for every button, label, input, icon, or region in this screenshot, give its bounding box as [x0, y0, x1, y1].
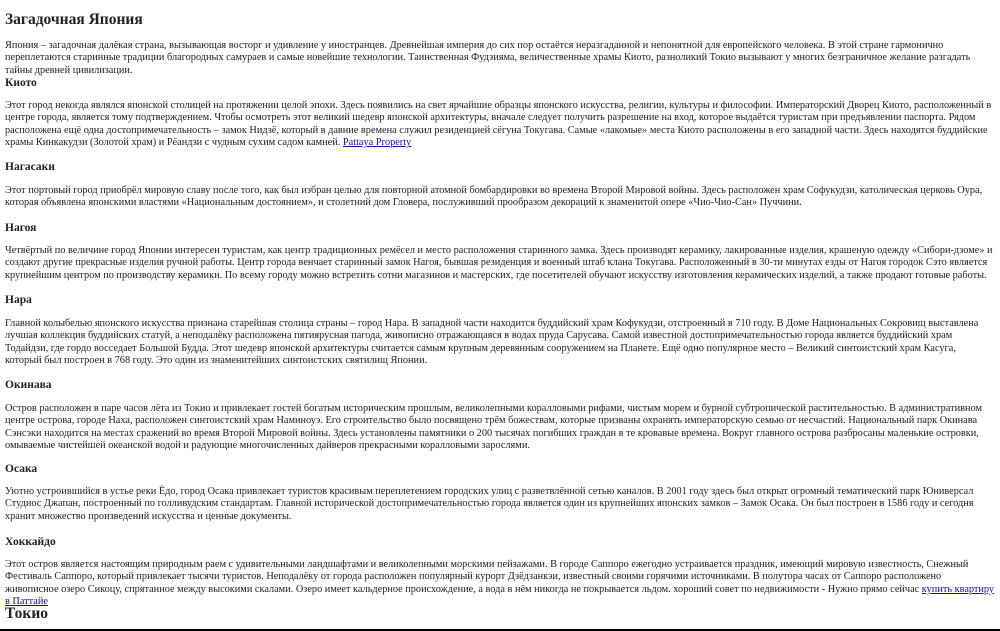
section-text-okinawa: Остров расположен в паре часов лёта из Токио и привлекает гостей богатым историческим прошлым, великолепными коралловыми рифами, чистым морем и бурной субтропической растительностью. В административном центре острова, городе Наха, расположен синтоистский храм Наминоуэ. Его строительство было посвящено трём божествам, которые призваны охранять императорскую семью от несчастий. Национальный парк Окинава Сэнсэки находится на местах сражений во время Второй Мировой войны. Здесь установлены памятники о 200 тысячах погибших граждан в те кровавые времена. Вокруг главного острова разбросаны маленькие островки, омываемые чистейшей океанской водой и радующие многочисленных дайверов прекрасными коралловыми зарослями.	[5, 403, 982, 452]
buy-apartment-pattaya-link[interactable]: купить квартиру в Паттайе	[5, 583, 995, 608]
section-heading-nara: Нара	[5, 294, 32, 306]
section-text-osaka: Уютно устроившийся в устье реки Ёдо, город Осака привлекает туристов красивым переплетением городских улиц с разветвлённой сетью каналов. В 2001 году здесь был открыт огромный тематический парк Юниверсал Студиос Джапан, построенный по голливудским стандартам. Главной исторической достопримечательностью города является один из крупнейших японских замков – Замок Осака. Он был построен в 1586 году и сегодня хранит множество произведений искусства и ценные документы.	[5, 486, 974, 522]
section-heading-kyoto: Киото	[5, 77, 37, 89]
section-text-kyoto	[5, 100, 995, 150]
section-text-nagasaki: Этот портовый город приобрёл мировую славу после того, как был избран целью для повторной атомной бомбардировки во времена Второй Мировой войны. Здесь расположен храм Софукудзи, католическая церковь Оура, которая объявлена японскими властями «Национальным достоянием», и столетний дом Гловера, послуживший прообразом декораций к знаменитой опере «Чио-Чио-Сан» Пуччини.	[5, 185, 983, 209]
intro-paragraph: Япония – загадочная далёкая страна, вызывающая восторг и удивление у иностранцев. Древнейшая империя до сих пор остаётся неразгаданной и непонятной для европейского человека. В этой стране гармонично переплетаются старинные традиции благородных самураев и самые новейшие технологии. Таинственная Фудзияма, величественные храмы Киото, разноликий Токио вызывают у многих безграничное желание разгадать тайны древней цивилизации.	[5, 40, 971, 76]
section-heading-nagoya: Нагоя	[5, 222, 37, 234]
section-heading-okinawa: Окинава	[5, 379, 52, 391]
section-text-nagoya: Четвёртый по величине город Японии интересен туристам, как центр традиционных ремёсел и место расположения старинного замка. Здесь производят керамику, лакированные изделия, крашеную одежду «Сибори-дзоме» и создают другие прекрасные изделия ручной работы. Центр города венчает старинный замок Нагоя, бывшая резиденция и военный штаб клана Токугава. Расположенный в 30-ти минутах езды от Нагоя городок Сэто является крупнейшим центром по производству керамики. По всему городу можно встретить сотни магазинов и мастерских, где посетителей обучают искусству изготовления керамических изделий, а также продают готовые работы.	[5, 245, 993, 281]
page-title: Загадочная Япония	[5, 11, 143, 28]
section-text-kyoto-body: Этот город некогда являлся японской столицей на протяжении целой эпохи. Здесь появились на свет ярчайшие образцы японского искусства, религии, культуры и философии. Императорский Дворец Киото, расположенный в центре города, является тому подтверждением. Чтобы осмотреть этот великий шедевр японской архитектуры, вначале следует получить разрешение на вход, которое выдаётся туристам при предъявлении паспорта. Рядом расположена ещё одна достопримечательность – замок Нидзё, который в давние времена служил резиденцией сёгуна Токугава. Самые «лакомые» места Киото расположены в его западной части. Здесь находятся буддийские храмы Кинкакудзи (Золотой храм) и Рёандзи с чудным сухим садом камней.	[5, 100, 992, 149]
section-text-nara: Главной колыбелью японского искусства признана старейшая столица страны – город Нара. В западной части находится буддийский храм Кофукудзи, отстроенный в 710 году. В Доме Национальных Сокровищ выставлена лучшая коллекция буддийских статуй, а неподалёку расположена пятиярусная пагода, живописно отражающаяся в водах пруда Сарусава. Самой известной достопримечательностью города является буддийский храм Тодайдзи, где гордо восседает Большой Будда. Этот шедевр японской архитектуры считается самым крупным деревянным сооружением на Планете. Ещё одно популярное место – Великий синтоистский храм Касуга, который был построен в 768 году. Это один из знаменитейших синтоистских святилищ Японии.	[5, 318, 979, 367]
section-text-hokkaido-body: Этот остров является настоящим природным раем с удивительными ландшафтами и великолепными морскими пейзажами. В городе Саппоро ежегодно устраивается праздник, имеющий мировую известность, Снежный Фестиваль Саппоро, который привлекает тысячи туристов. Неподалёку от города расположен популярный курорт Дзёдзанкэи, известный своими горячими источниками. В полутора часах от Саппоро расположено живописное озеро Сикоцу, спрятанное между высокими скалами. Озеро имеет кальдерное происхождение, а вода в нём никогда не покрывается льдом. хороший совет по недвижимости - Нужно прямо сейчас	[5, 559, 969, 595]
section-heading-osaka: Осака	[5, 463, 38, 475]
section-heading-nagasaki: Нагасаки	[5, 161, 55, 173]
section-text-hokkaido	[5, 559, 995, 609]
section-heading-tokyo: Токио	[5, 605, 49, 622]
pattaya-property-link[interactable]: Pattaya Property	[342, 137, 412, 149]
section-heading-hokkaido: Хоккайдо	[5, 536, 56, 548]
